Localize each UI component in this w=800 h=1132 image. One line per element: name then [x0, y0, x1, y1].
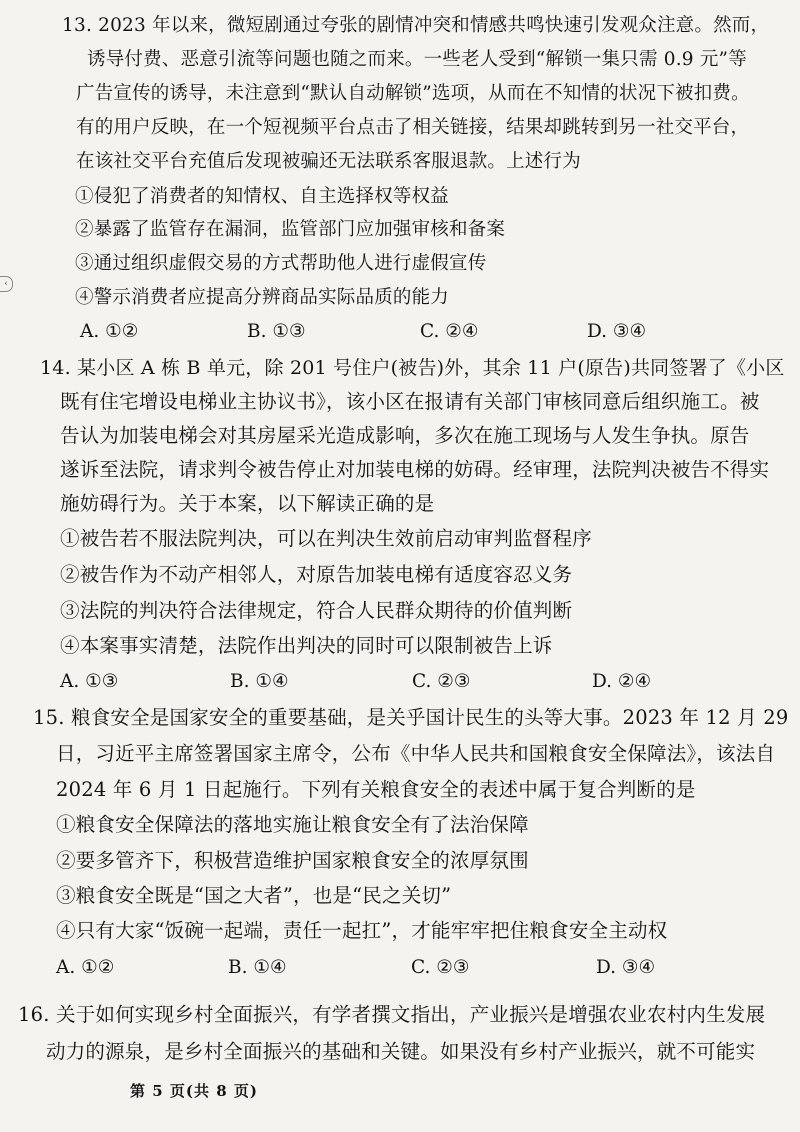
- option-d[interactable]: D. ③④: [596, 957, 656, 978]
- binding-mark-icon: ‹: [0, 276, 13, 292]
- question-15-choice-3: ③粮食安全既是“国之大者”，也是“民之关切”: [56, 884, 452, 907]
- option-d[interactable]: D. ③④: [587, 321, 647, 342]
- question-13-choice-4: ④警示消费者应提高分辨商品实际品质的能力: [75, 287, 450, 308]
- question-15-choice-2: ②要多管齐下，积极营造维护国家粮食安全的浓厚氛围: [56, 849, 529, 872]
- page-number: 第 5 页(共 8 页): [130, 1082, 258, 1100]
- question-14-choice-4: ④本案事实清楚，法院作出判决的同时可以限制被告上诉: [60, 634, 553, 657]
- question-14-stem-line: 既有住宅增设电梯业主协议书》，该小区在报请有关部门审核同意后组织施工。被: [60, 390, 760, 413]
- option-b[interactable]: B. ①③: [247, 321, 306, 342]
- question-15-choice-1: ①粮食安全保障法的落地实施让粮食安全有了法治保障: [56, 813, 529, 836]
- option-c[interactable]: C. ②③: [412, 671, 471, 692]
- option-d[interactable]: D. ②④: [592, 671, 652, 692]
- question-13-choice-2: ②暴露了监管存在漏洞，监管部门应加强审核和备案: [75, 219, 506, 240]
- question-13-stem-line: 有的用户反映，在一个短视频平台点击了相关链接，结果却跳转到另一社交平台，: [76, 117, 750, 138]
- question-13-choice-3: ③通过组织虚假交易的方式帮助他人进行虚假宣传: [75, 253, 487, 274]
- question-16-stem-line: 16. 关于如何实现乡村全面振兴，有学者撰文指出，产业振兴是增强农业农村内生发展: [18, 1003, 766, 1026]
- question-14-choice-1: ①被告若不服法院判决，可以在判决生效前启动审判监督程序: [60, 527, 592, 550]
- option-b[interactable]: B. ①④: [228, 957, 287, 978]
- option-a[interactable]: A. ①②: [56, 957, 115, 978]
- question-13-stem-line: 13. 2023 年以来，微短剧通过夸张的剧情冲突和情感共鸣快速引发观众注意。然而，: [62, 15, 770, 36]
- question-13-stem-line: 诱导付费、恶意引流等问题也随之而来。一些老人受到“解锁一集只需 0.9 元”等: [87, 49, 747, 70]
- question-15-choice-4: ④只有大家“饭碗一起端，责任一起扛”，才能牢牢把住粮食安全主动权: [56, 919, 668, 942]
- question-15-stem-line: 日，习近平主席签署国家主席令，公布《中华人民共和国粮食安全保障法》，该法自: [56, 742, 776, 765]
- option-c[interactable]: C. ②④: [420, 321, 479, 342]
- question-13-choice-1: ①侵犯了消费者的知情权、自主选择权等权益: [75, 186, 450, 207]
- option-a[interactable]: A. ①②: [80, 321, 139, 342]
- option-a[interactable]: A. ①③: [60, 671, 119, 692]
- question-15-stem-line: 15. 粮食安全是国家安全的重要基础，是关乎国计民生的头等大事。2023 年 12 月 29: [33, 706, 789, 729]
- question-16-stem-line: 动力的源泉，是乡村全面振兴的基础和关键。如果没有乡村产业振兴，就不可能实: [46, 1040, 756, 1063]
- question-14-choice-3: ③法院的判决符合法律规定，符合人民群众期待的价值判断: [60, 599, 573, 622]
- question-14-stem-line: 告认为加装电梯会对其房屋采光造成影响，多次在施工现场与人发生争执。原告: [60, 424, 750, 447]
- option-b[interactable]: B. ①④: [230, 671, 289, 692]
- question-14-stem-line: 遂诉至法院，请求判令被告停止对加装电梯的妨碍。经审理，法院判决被告不得实: [60, 458, 770, 481]
- question-14-choice-2: ②被告作为不动产相邻人，对原告加装电梯有适度容忍义务: [60, 563, 573, 586]
- option-c[interactable]: C. ②③: [411, 957, 470, 978]
- question-14-stem-line: 14. 某小区 A 栋 B 单元，除 201 号住户(被告)外，其余 11 户(原告)共同签署了《小区: [40, 357, 785, 379]
- question-13-stem-line: 广告宣传的诱导，未注意到“默认自动解锁”选项，从而在不知情的状况下被扣费。: [76, 83, 750, 104]
- question-13-stem-line: 在该社交平台充值后发现被骗还无法联系客服退款。上述行为: [76, 151, 581, 172]
- question-14-stem-line: 施妨碍行为。关于本案，以下解读正确的是: [60, 492, 435, 515]
- question-15-stem-line: 2024 年 6 月 1 日起施行。下列有关粮食安全的表述中属于复合判断的是: [56, 778, 696, 801]
